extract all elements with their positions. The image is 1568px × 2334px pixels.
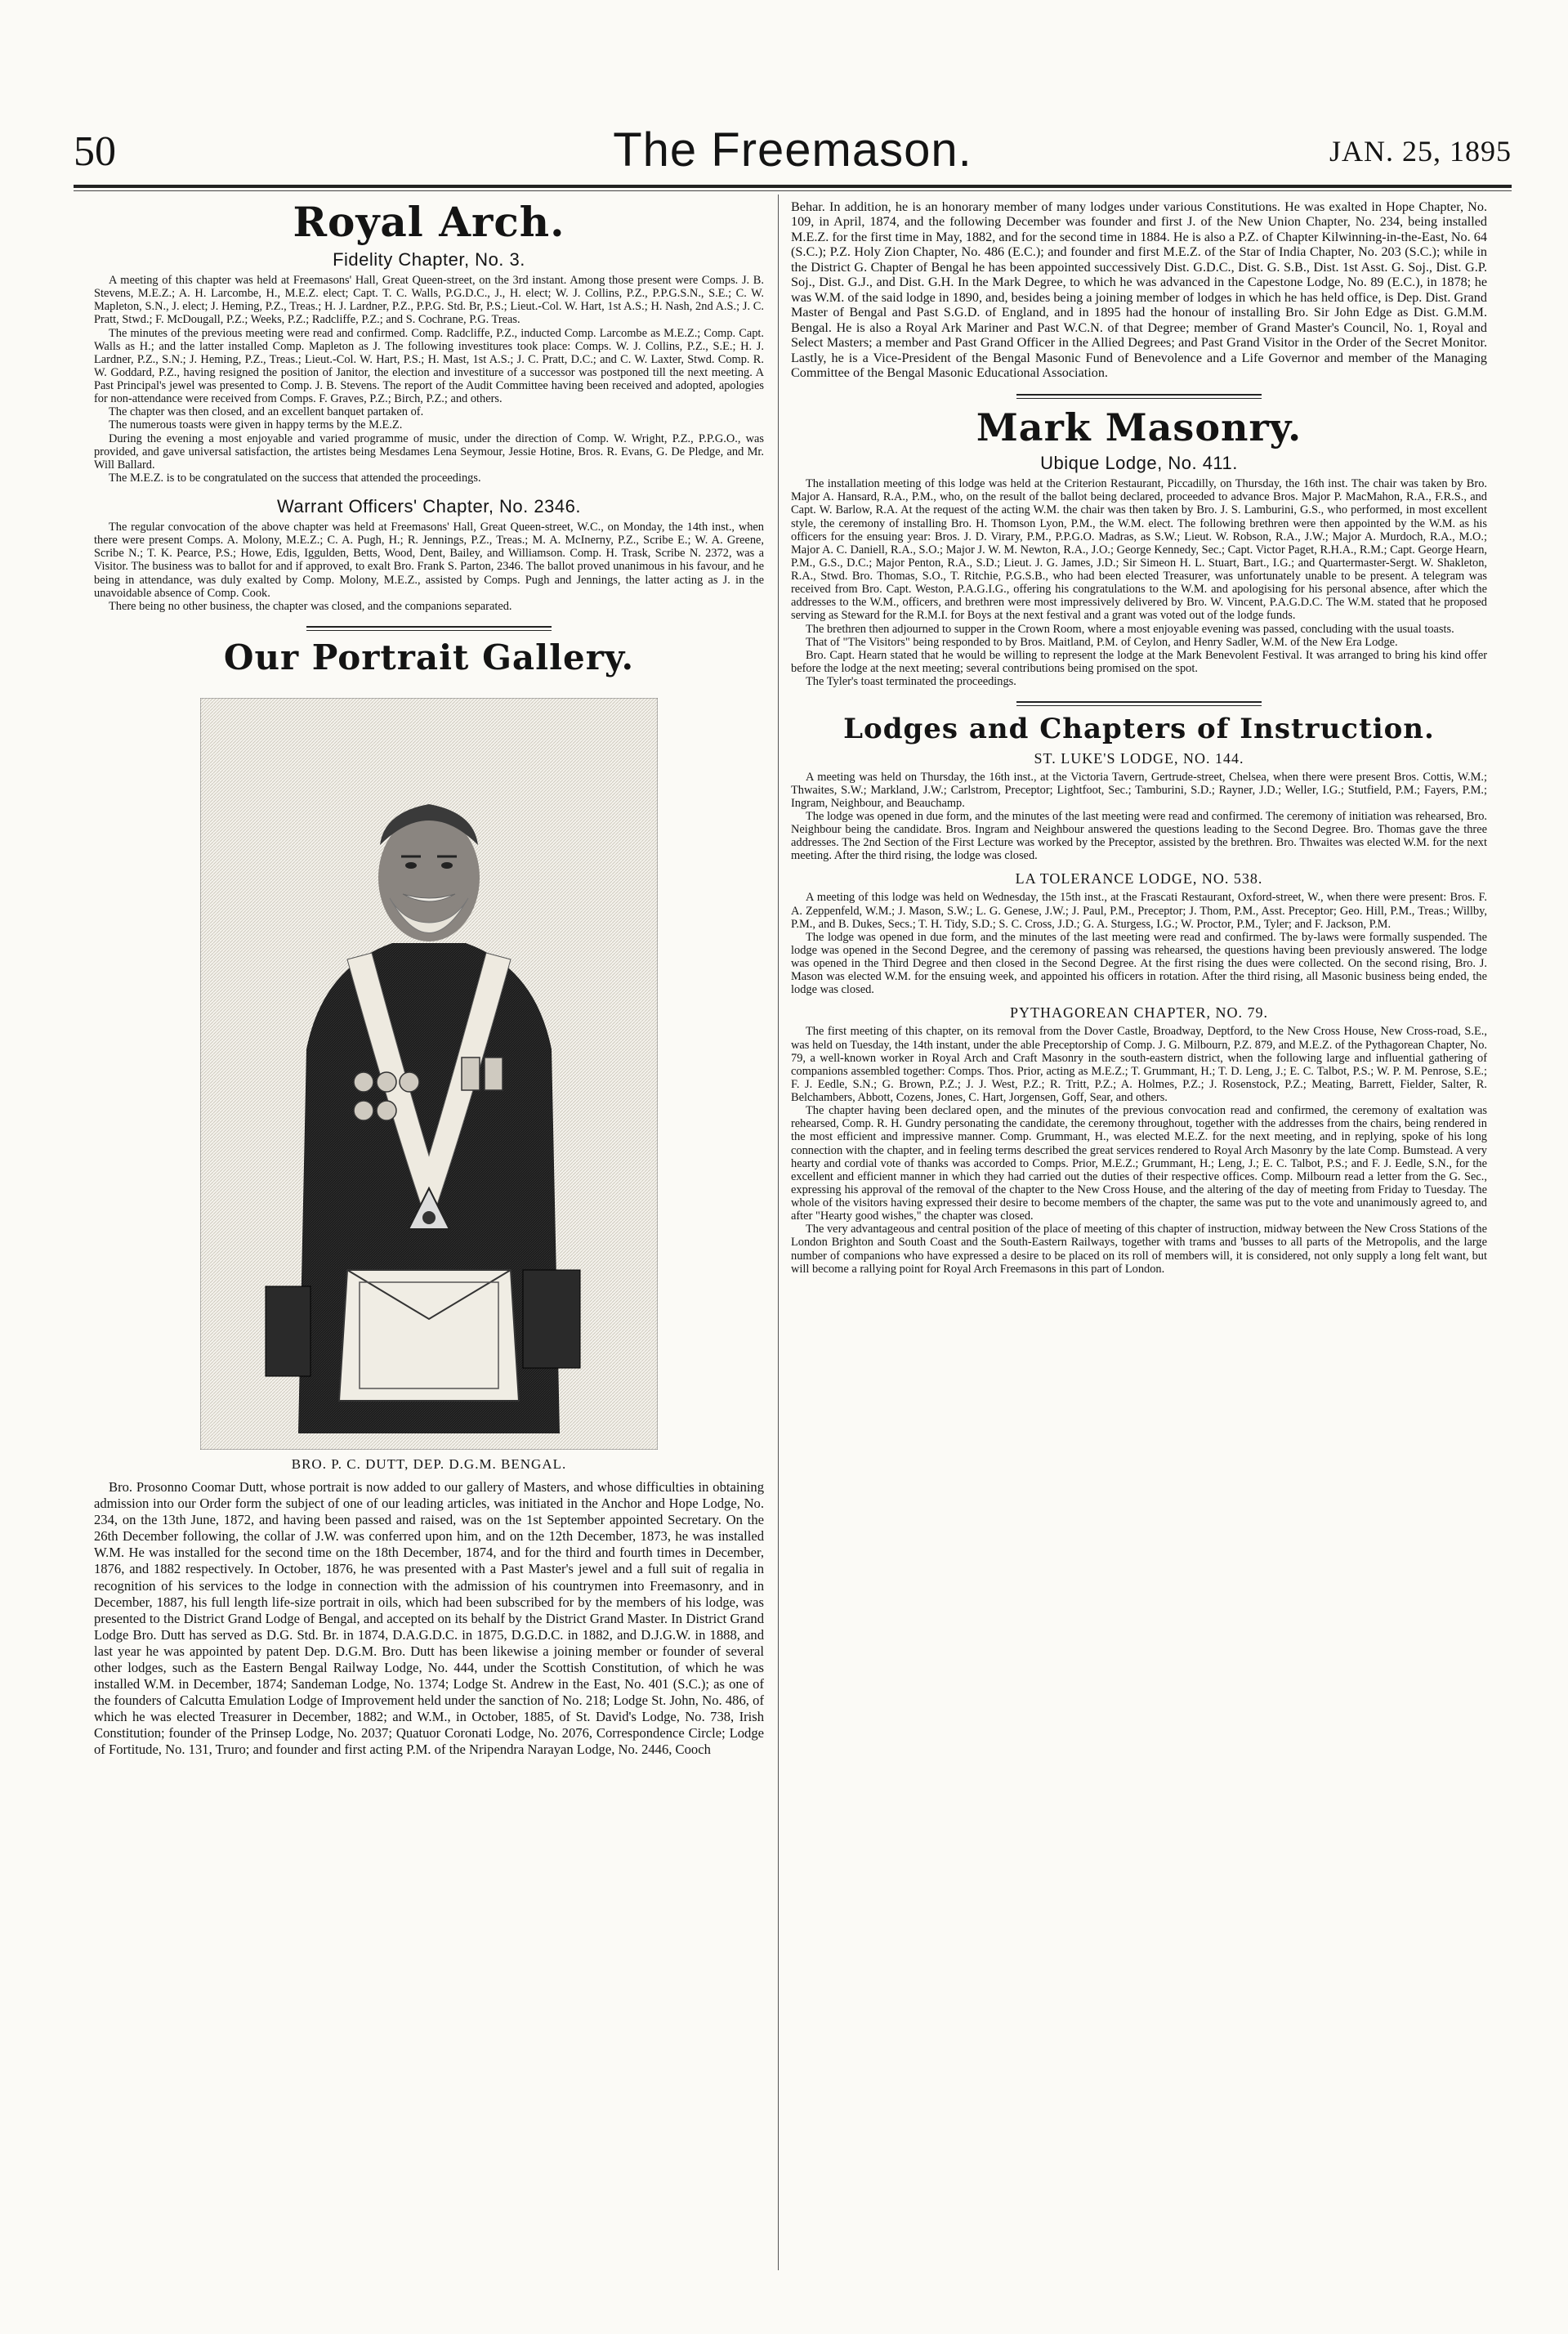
fidelity-paragraph: The M.E.Z. is to be congratulated on the success that attended the proceedings. (109, 471, 481, 485)
portrait-gallery-heading: Our Portrait Gallery. (223, 637, 635, 677)
pythagorean-paragraph: The first meeting of this chapter, on its removal from the Dover Castle, Broadway, Deptford, to the New Cross House, New Cross-road, S.E., was held on Tuesday, the 14th instant, under the able Preceptorship of Comp. J. G. Milbourn, P.Z. 879, and M.E.Z. of the Pythagorean Chapter, No. 79, a well-known worker in Royal Arch and Craft Masonry in the south-eastern district, when the following large and influential gathering of companions assembled together: Comps. Thos. Prior, acting as M.E.Z.; T. Grummant, H.; T. D. Leng, J.; E. C. Talbot, P.S.; W. P. M. Penrose, S.E.; F. J. Eedle, S.N.; G. Brown, P.Z.; J. J. West, P.Z.; R. Tritt, P.Z.; A. Holmes, P.Z.; J. Rosenstock, P.Z.; Meating, Barrett, Fielder, Salter, R. Belchambers, Abbott, Cozens, Jones, C. Hart, Jorgensen, Goff, Sear, and others. (791, 1025, 1487, 1105)
royal-arch-heading: Royal Arch. (293, 198, 565, 246)
fidelity-paragraph: The chapter was then closed, and an excellent banquet partaken of. (109, 405, 424, 419)
left-column (94, 199, 764, 1758)
fidelity-paragraph: The numerous toasts were given in happy terms by the M.E.Z. (109, 418, 403, 432)
page-number: 50 (74, 128, 116, 175)
publication-title: The Freemason. (613, 123, 972, 177)
masthead-rule (74, 185, 1512, 188)
section-rule (306, 626, 552, 631)
portrait-engraving (200, 698, 658, 1450)
right-column (791, 199, 1487, 1276)
pythagorean-heading: PYTHAGOREAN CHAPTER, NO. 79. (1009, 1004, 1268, 1022)
masthead-rule-thin (74, 190, 1512, 191)
fidelity-paragraph: A meeting of this chapter was held at Freemasons' Hall, Great Queen-street, on the 3rd instant. Among those present were Comps. J. B. Stevens, M.E.Z.; A. H. Larcombe, H., M.E.Z. elect; Capt. T. C. Walls, P.G.D.C., J., H. elect; W. J. Collins, P.Z., P.P.G.S.N., S.E.; C. W. Mapleton, S.N., J. elect; J. Heming, P.Z., Treas.; H. J. Lardner, P.Z., P.P.G. Std. Br, P.S.; Lieut.-Col. W. Hart, 1st A.S.; H. Nash, 2nd A.S.; J. C. Pratt, Stwd.; F. McDougall, P.Z.; Weeks, P.Z.; Radcliffe, P.Z.; and S. Cochrane, P.G. Treas. (94, 274, 764, 327)
fidelity-chapter-heading: Fidelity Chapter, No. 3. (333, 249, 525, 270)
st-lukes-paragraph: A meeting was held on Thursday, the 16th inst., at the Victoria Tavern, Gertrude-street, Chelsea, when there were present Bros. Cottis, W.M.; Thwaites, S.W.; Markland, J.W.; Carlstrom, Preceptor; Lightfoot, Sec.; Tamburini, S.D.; Rayner, J.D.; Weller, I.G.; Stutfield, P.M.; Fayers, P.M.; Ingram, Neighbour, and Beauchamp. (791, 770, 1487, 810)
warrant-officers-heading: Warrant Officers' Chapter, No. 2346. (277, 496, 581, 516)
ubique-paragraph: The Tyler's toast terminated the proceedings. (806, 675, 1016, 689)
ubique-paragraph: The installation meeting of this lodge was held at the Criterion Restaurant, Piccadilly, on Thursday, the 16th inst. The chair was taken by Bro. Major A. Hansard, R.A., P.M., who, on the result of the ballot being declared, proceeded to advance Bros. Major P. MacMahon, R.A., F.R.S., and Capt. W. Barlow, R.A. At the request of the acting W.M. the chair was then taken by Bro. J. S. Lamburini, G.S., who performed, in most excellent style, the ceremony of installing Bro. H. Thomson Lyon, P.M., the W.M. elect. The following brethren were then appointed by the W.M. as his officers for the ensuing year: Bros. J. D. Virary, P.M., P.P.G.O. Madras, as S.W.; Lieut. W. Robson, R.A., J.W.; Major A. Murdoch, R.A., M.O.; Major A. C. Daniell, R.A., S.O.; Major J. W. M. Newton, R.A., J.O.; George Kennedy, Sec.; Capt. Victor Paget, R.H.A., R.M.; Capt. George Hearn, P.M., G.S., D.C.; Major Penton, R.A., S.D.; Lieut. J. G. James, J.D.; Sir Simeon H. L. Stuart, Bart., I.G.; and Quartermaster-Sergt. W. Shakleton, R.A., Stwd. Bro. Thomas, S.O., T. Ritchie, P.G.S.B., who had been elected Treasurer, was unfortunately unable to be present. A telegram was received from Bro. Capt. Weston, P.A.G.I.G., offering his congratulations to the W.M. and apologising for his personal absence, after which the addresses to the W.M., officers, and brethren were most impressively delivered by Bro. W. Vincent, P.A.G.D.C. The W.M. stated that he proposed serving as Steward for the R.M.I. for Boys at the next festival and a grant was voted out of the lodge funds. (791, 477, 1487, 623)
issue-date: JAN. 25, 1895 (1329, 135, 1512, 168)
biography-continued: Behar. In addition, he is an honorary member of many lodges under various Constitutions. He was exalted in Hope Chapter, No. 109, in April, 1874, and the following December was founder and first J. of the New Union Chapter, No. 234, being installed M.E.Z. for the first time in May, 1882, and for the second time in 1884. He is also a P.Z. of Chapter Kilwinning-in-the-East, No. 64 (S.C.); P.Z. Holy Zion Chapter, No. 486 (E.C.); and founder and first M.E.Z. of the Star of India Chapter, No. 203 (S.C.); while in the District G. Chapter of Bengal he has been appointed successively Dist. G.D.C., Dist. G. S.B., Dist. 1st Asst. G. Soj., Dist. G.P. Soj., Dist. G.J., and Dist. G.H. In the Mark Degree, to which he was advanced in the Capestone Lodge, No. 89 (E.C.), in 1878; he was W.M. of the said lodge in 1890, and, besides being a joining member of lodges in which he has held office, is Dep. Dist. Grand Master of Bengal and Past S.G.D. of England, and in 1895 had the honour of installing Bro. Sir John Edge as Dist. G.M.M. Bengal. He is also a Royal Ark Mariner and Past W.C.N. of that Degree; member of Grand Master's Council, No. 1, Royal and Select Masters; a member and Past Grand Officer in the Allied Degrees; and Past Grand Visitor in the Order of the Secret Monitor. Lastly, he is a Vice-President of the Bengal Masonic Fund of Benevolence and a Life Governor and member of the Managing Committee of the Bengal Masonic Educational Association. (791, 199, 1487, 381)
warrant-paragraph: The regular convocation of the above chapter was held at Freemasons' Hall, Great Queen-street, W.C., on Monday, the 14th inst., when there were present Comps. A. Molony, M.E.Z.; C. A. Pugh, H.; R. Jennings, P.Z., Treas.; M. A. McInerny, P.Z., Scribe E.; W. A. Greene, Scribe N.; T. K. Pearce, P.S.; Howe, Edis, Iggulden, Betts, Wood, Dent, Bailey, and Williamson. Comp. H. Trask, Scribe N. 2372, was a Visitor. The business was to ballot for and if approved, to exalt Bro. Frank S. Parton, 2346. The ballot proved unanimous in his favour, and he being in attendance, was duly exalted by Comp. Molony, M.E.Z., assisted by Comps. Pugh and Jennings, the latter acting as J. in the unavoidable absence of Comp. Cook. (94, 521, 764, 600)
st-lukes-heading: ST. LUKE'S LODGE, NO. 144. (1034, 749, 1244, 767)
ubique-paragraph: The brethren then adjourned to supper in the Crown Room, where a most enjoyable evening was passed, concluding with the usual toasts. (806, 622, 1454, 636)
st-lukes-paragraph: The lodge was opened in due form, and the minutes of the last meeting were read and confirmed. The ceremony of initiation was rehearsed, Bro. Neighbour being the candidate. Bros. Ingram and Neighbour answered the questions leading to the Second Degree. Bro. Thomas gave the three addresses. The 2nd Section of the First Lecture was worked by the Preceptor, assisted by the brethren. Bro. Thwaites was elected W.M. for the next meeting. After the third rising, the lodge was closed. (791, 809, 1487, 863)
column-divider (778, 194, 779, 2270)
la-tolerance-paragraph: The lodge was opened in due form, and the minutes of the last meeting were read and confirmed. The by-laws were formally suspended. The lodge was opened in the Second Degree, and the ceremony of passing was rehearsed, the questions having been previously answered. The lodge was opened in the Third Degree and then closed in the Second Degree. At the first rising the dues were collected. On the second rising, Bro. J. Mason was elected W.M. for the ensuing week, and appointed his officers in rotation. After the third rising, all Masonic business being ended, the lodge was closed. (791, 930, 1487, 997)
pythagorean-paragraph: The very advantageous and central position of the place of meeting of this chapter of instruction, midway between the New Cross Stations of the London Brighton and South Coast and the South-Eastern Railways, together with trams and 'busses to all parts of the Metropolis, and the large number of companions who have expressed a desire to be placed on its roll of members will, it is considered, not only supply a long felt want, but will become a rallying point for Royal Arch Freemasons in this part of London. (791, 1223, 1487, 1276)
portrait-biography: Bro. Prosonno Coomar Dutt, whose portrait is now added to our gallery of Masters, and whose difficulties in obtaining admission into our Order form the subject of one of our leading articles, was initiated in the Anchor and Hope Lodge, No. 234, on the 13th June, 1872, and having been passed and raised, was on the 1st September appointed Secretary. On the 26th December following, the collar of J.W. was conferred upon him, and on the 12th December, 1873, he was installed W.M. He was installed for the second time on the 18th December, 1874, and for the third and fourth times in December, 1876, and 1882 respectively. In October, 1876, he was presented with a Past Master's jewel and a full suit of regalia in recognition of his services to the lodge in connection with the admission of his countrymen into Freemasonry, and in December, 1887, his full length life-size portrait in oils, which had been subscribed for by the members of his lodge, was presented to the District Grand Lodge of Bengal, and accepted on its behalf by the District Grand Master. In District Grand Lodge Bro. Dutt has served as D.G. Std. Br. in 1874, D.A.G.D.C. in 1875, D.G.D.C. in 1882, and D.J.G.W. in 1888, and last year he was appointed by patent Dep. D.G.M. Bro. Dutt has been likewise a joining member or founder of several other lodges, such as the Eastern Bengal Railway Lodge, No. 444, under the Scottish Constitution, of which he was installed W.M. in December, 1874; Sandeman Lodge, No. 1374; Lodge St. Andrew in the East, No. 401 (S.C.); as one of the founders of Calcutta Emulation Lodge of Improvement held under the sanction of No. 218; Lodge St. John, No. 486, of which he was elected Treasurer in December, 1882; and W.M., in October, 1885, of St. David's Lodge, No. 738, Irish Constitution; founder of the Prinsep Lodge, No. 2037; Quatuor Coronati Lodge, No. 2076, Correspondence Circle; Lodge of Fortitude, No. 131, Truro; and founder and first acting P.M. of the Nripendra Narayan Lodge, No. 2446, Cooch (94, 1479, 764, 1758)
section-rule (1016, 394, 1262, 399)
instruction-heading: Lodges and Chapters of Instruction. (843, 713, 1435, 746)
warrant-paragraph: There being no other business, the chapter was closed, and the companions separated. (109, 599, 512, 613)
la-tolerance-heading: LA TOLERANCE LODGE, NO. 538. (1015, 870, 1263, 888)
section-rule (1016, 701, 1262, 706)
ubique-paragraph: That of "The Visitors" being responded to by Bros. Maitland, P.M. of Ceylon, and Henry Sadler, W.M. of the New Era Lodge. (806, 635, 1398, 649)
portrait-caption: BRO. P. C. DUTT, DEP. D.G.M. BENGAL. (291, 1456, 567, 1473)
fidelity-paragraph: The minutes of the previous meeting were read and confirmed. Comp. Radcliffe, P.Z., inducted Comp. Larcombe as M.E.Z.; Comp. Capt. Walls as H.; and the latter installed Comp. Mapleton as J. The following investitures took place: Comps. W. J. Collins, P.Z., S.E.; H. J. Lardner, P.Z., S.N.; J. Heming, P.Z., Treas.; Lieut.-Col. W. Hart, P.S.; H. Mast, 1st A.S.; J. C. Pratt, D.C.; and C. W. Laxter, Stwd. Comp. R. W. Goddard, P.Z., having resigned the position of Janitor, the election and investiture of a successor was postponed till the next meeting. A Past Principal's jewel was presented to Comp. J. B. Stevens. The report of the Audit Committee having been received and adopted, apologies for non-attendance were received from Comps. F. Graves, P.Z.; Birch, P.Z.; and others. (94, 326, 764, 406)
portrait-image (200, 698, 658, 1450)
ubique-paragraph: Bro. Capt. Hearn stated that he would be willing to represent the lodge at the Mark Benevolent Festival. It was arranged to bring his kind offer before the lodge at the next meeting; several contributions being promised on the spot. (791, 648, 1487, 675)
pythagorean-paragraph: The chapter having been declared open, and the minutes of the previous convocation read and confirmed, the ceremony of exaltation was rehearsed, Comp. R. H. Gundry personating the candidate, the ceremony throughout, together with the addresses from the chairs, being rendered in the most efficient and impressive manner. Comp. Grummant, H., was elected M.E.Z. for the next meeting, and in replying, spoke of his long connection with the chapter, and in feeling terms described the great services rendered to Royal Arch Masonry by the late Comp. Bumstead. A very hearty and cordial vote of thanks was accorded to Comps. Prior, M.E.Z.; Grummant, H.; Leng, J.; E. C. Talbot, P.S.; and F. J. Eedle, S.N., for the excellent and efficient manner in which they had carried out the duties of their respective offices. Comp. Milbourn read a letter from the G. Sec., expressing his approval of the removal of the chapter to the New Cross House, and the altering of the day of meeting from Friday to Tuesday. The whole of the visitors having expressed their desire to become members of the chapter, the same was put to the vote and unanimously agreed to, and after "Hearty good wishes," the chapter was closed. (791, 1104, 1487, 1223)
la-tolerance-paragraph: A meeting of this lodge was held on Wednesday, the 15th inst., at the Frascati Restaurant, Oxford-street, W., when there were present: Bros. F. A. Zeppenfeld, W.M.; J. Mason, S.W.; L. G. Genese, J.W.; J. Paul, P.M., Preceptor; J. Thom, P.M., Asst. Preceptor; Geo. Hill, P.M., Treas.; Willby, P.M., and B. Dukes, Secs.; T. H. Tidy, S.D.; S. C. Cross, J.D.; G. A. Sturgess, I.G.; W. Proctor, P.M., Tyler; and F. Jackson, P.M. (791, 891, 1487, 931)
fidelity-paragraph: During the evening a most enjoyable and varied programme of music, under the direction of Comp. W. Wright, P.Z., P.P.G.O., was provided, and gave universal satisfaction, the artistes being Mesdames Lena Seymour, Jessie Hotine, Bros. R. Evans, G. De Pledge, and Mr. Will Ballard. (94, 431, 764, 472)
ubique-lodge-heading: Ubique Lodge, No. 411. (1040, 453, 1238, 474)
mark-masonry-heading: Mark Masonry. (976, 405, 1302, 449)
masthead (74, 123, 1512, 188)
